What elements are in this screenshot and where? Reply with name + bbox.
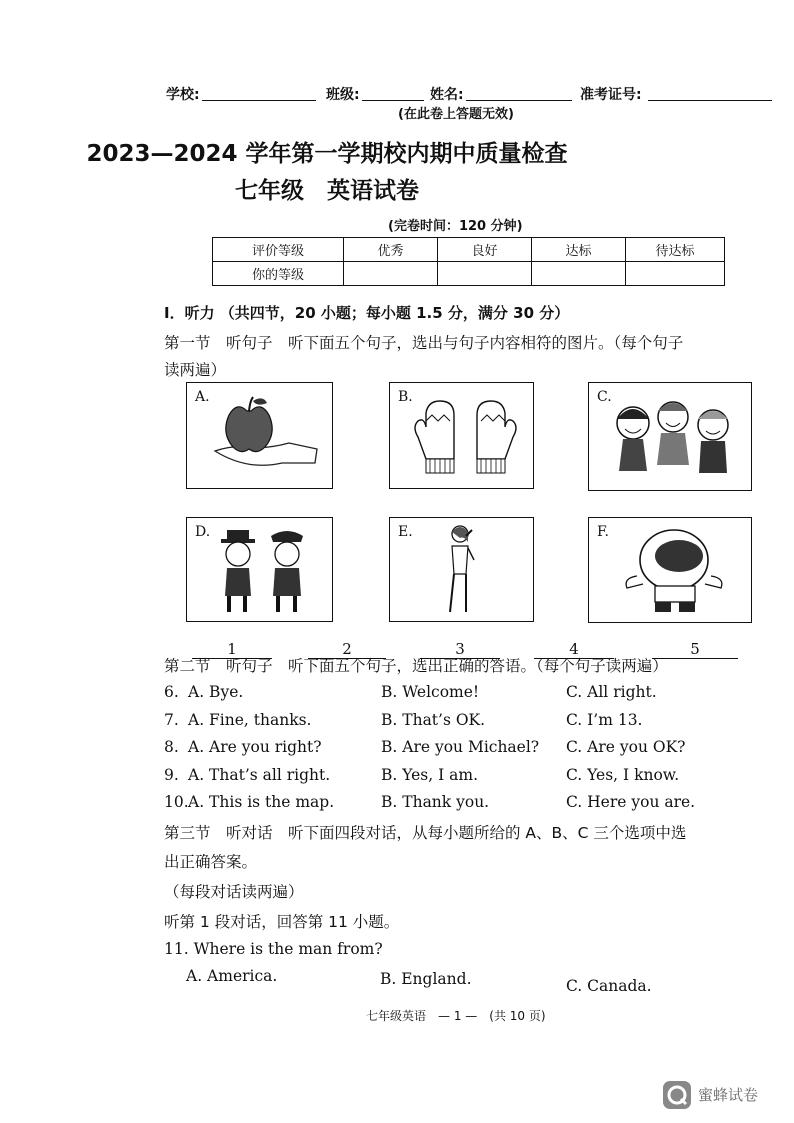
picture-a — [186, 382, 333, 489]
exam-title: 2023—2024 学年第一学期校内期中质量检查 — [86, 141, 568, 167]
answer-number: 2 — [342, 640, 352, 658]
option-c[interactable]: C. Here you are. — [566, 793, 696, 811]
watermark-badge — [662, 1078, 772, 1112]
section1-instruction: 第一节 听句子 听下面五个句子，选出与句子内容相符的图片。（每个句子 — [164, 334, 684, 352]
boy-shouting-icon — [619, 526, 729, 616]
dialog1-instruction: 听第 1 段对话，回答第 11 小题。 — [164, 913, 400, 931]
three-children-icon — [603, 395, 743, 485]
section3-instruction-cont: 出正确答案。 — [164, 853, 258, 871]
section3-note: （每段对话读两遍） — [164, 883, 304, 901]
picture-d — [186, 517, 333, 622]
question-number: 8. — [164, 738, 179, 756]
option-b[interactable]: B. Yes, I am. — [381, 766, 479, 784]
question-number: 10. — [164, 793, 189, 811]
page-footer: 七年级英语 — 1 — (共 10 页) — [366, 1009, 546, 1023]
answer-number: 1 — [227, 640, 237, 658]
answer-number: 5 — [690, 640, 700, 658]
answer-number: 3 — [455, 640, 465, 658]
exam-number-field[interactable] — [648, 100, 772, 101]
option-b[interactable]: B. Thank you. — [381, 793, 490, 811]
option-b[interactable]: B. Are you Michael? — [381, 738, 540, 756]
grade-row-label: 你的等级 — [213, 262, 344, 286]
name-label: 姓名: — [430, 87, 464, 103]
two-men-in-hats-icon — [215, 526, 315, 618]
option-c[interactable]: C. All right. — [566, 683, 657, 701]
watermark-text: 蜜蜂试卷 — [698, 1086, 759, 1104]
grade-cell[interactable] — [532, 262, 626, 286]
question-11-stem: 11. Where is the man from? — [164, 940, 383, 958]
exam-subtitle: 七年级 英语试卷 — [235, 178, 419, 204]
picture-letter: B. — [398, 389, 413, 405]
grade-table-row — [213, 262, 725, 286]
section1-instruction-cont: 读两遍） — [164, 361, 227, 379]
picture-f — [588, 517, 752, 623]
apple-in-hand-icon — [207, 391, 322, 481]
grade-table-header-cell: 良好 — [438, 238, 532, 262]
option-b[interactable]: B. Welcome! — [381, 683, 480, 701]
grade-table-header-cell: 评价等级 — [213, 238, 344, 262]
picture-b — [389, 382, 534, 489]
option-c[interactable]: C. Are you OK? — [566, 738, 686, 756]
exam-number-label: 准考证号: — [580, 87, 642, 103]
option-c[interactable]: C. Canada. — [566, 977, 652, 995]
grade-cell[interactable] — [438, 262, 532, 286]
option-a[interactable]: A. Are you right? — [188, 738, 322, 756]
class-field[interactable] — [362, 100, 424, 101]
grade-table-header-cell: 达标 — [532, 238, 626, 262]
school-field[interactable] — [202, 100, 316, 101]
picture-letter: A. — [195, 389, 210, 405]
picture-letter: D. — [195, 524, 211, 540]
section3-instruction: 第三节 听对话 听下面四段对话，从每小题所给的 A、B、C 三个选项中选 — [164, 824, 687, 842]
option-c[interactable]: C. Yes, I know. — [566, 766, 680, 784]
grade-table-header-cell: 待达标 — [626, 238, 725, 262]
picture-letter: F. — [597, 524, 609, 540]
option-c[interactable]: C. I’m 13. — [566, 711, 643, 729]
option-b[interactable]: B. That’s OK. — [381, 711, 486, 729]
picture-e — [389, 517, 534, 622]
mittens-icon — [408, 397, 523, 481]
picture-letter: C. — [597, 389, 612, 405]
class-label: 班级: — [326, 87, 360, 103]
option-b[interactable]: B. England. — [380, 970, 472, 988]
name-field[interactable] — [466, 100, 572, 101]
question-number: 7. — [164, 711, 179, 729]
question-number: 6. — [164, 683, 179, 701]
option-a[interactable]: A. This is the map. — [188, 793, 335, 811]
exam-time-note: (完卷时间：120 分钟) — [388, 219, 523, 234]
question-number: 9. — [164, 766, 179, 784]
grade-table-header-row — [213, 238, 725, 262]
option-a[interactable]: A. America. — [186, 967, 278, 985]
part1-heading: I．听力 （共四节，20 小题；每小题 1.5 分，满分 30 分） — [164, 304, 570, 322]
section2-instruction: 第二节 听句子 听下面五个句子，选出正确的答语。（每个句子读两遍） — [164, 657, 668, 675]
woman-on-phone-icon — [436, 522, 486, 618]
option-a[interactable]: A. Fine, thanks. — [188, 711, 312, 729]
grade-cell[interactable] — [344, 262, 438, 286]
option-a[interactable]: A. Bye. — [188, 683, 244, 701]
option-a[interactable]: A. That’s all right. — [188, 766, 331, 784]
picture-c — [588, 382, 752, 491]
grade-table — [212, 237, 725, 286]
grade-cell[interactable] — [626, 262, 725, 286]
invalid-answer-notice: (在此卷上答题无效) — [398, 107, 514, 122]
picture-letter: E. — [398, 524, 413, 540]
answer-number: 4 — [569, 640, 579, 658]
grade-table-header-cell: 优秀 — [344, 238, 438, 262]
bee-logo-icon — [662, 1080, 692, 1110]
school-label: 学校: — [166, 87, 200, 103]
